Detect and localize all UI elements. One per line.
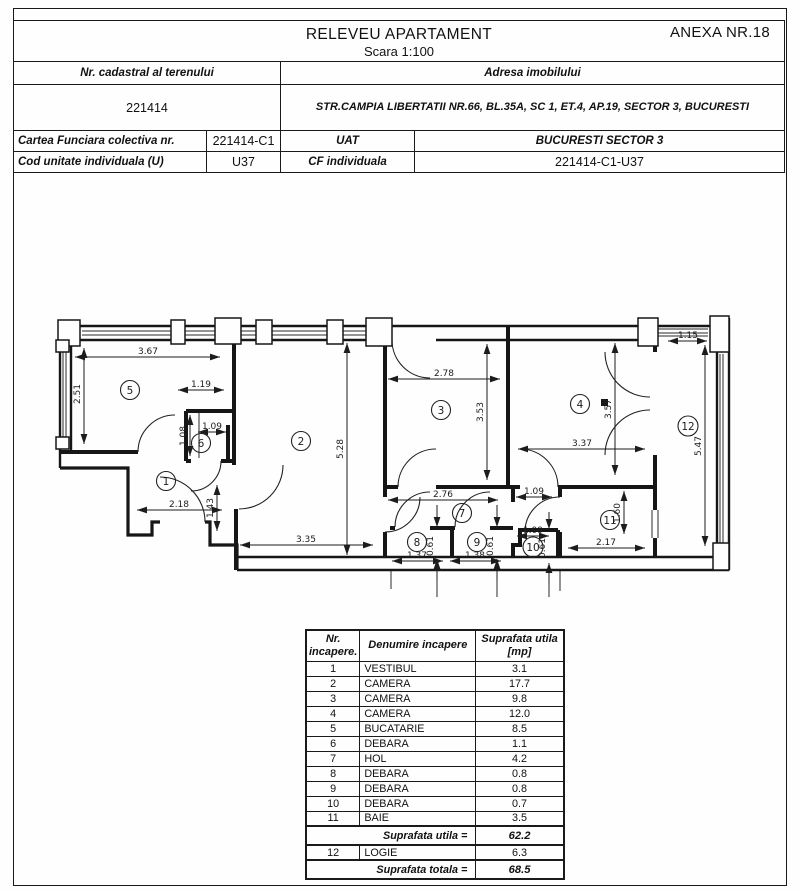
cell-area: 0.8 <box>476 766 564 781</box>
cf-individual-label: CF individuala <box>280 152 414 172</box>
table-row <box>306 676 564 691</box>
address-value: STR.CAMPIA LIBERTATII NR.66, BL.35A, SC 1, ET.4, AP.19, SECTOR 3, BUCURESTI <box>280 85 784 130</box>
cell-area: 12.0 <box>476 706 564 721</box>
unit-code-label: Cod unitate individuala (U) <box>18 156 164 168</box>
property-info-table <box>13 62 785 173</box>
scale-label: Scara 1:100 <box>363 44 435 59</box>
table-row <box>306 691 564 706</box>
room-number: 3 <box>437 405 445 417</box>
cell-name: BUCATARIE <box>360 721 476 736</box>
dim-label: 1.15 <box>677 331 699 341</box>
address-header: Adresa imobilului <box>280 62 784 84</box>
info-row-values <box>14 84 784 130</box>
room-number: 10 <box>526 542 540 554</box>
subtotal-value: 62.2 <box>476 826 564 845</box>
cf-collective-label: Cartea Funciara colectiva nr. <box>18 135 175 147</box>
dim-label: 1.09 <box>201 422 223 432</box>
room-number: 11 <box>603 515 617 527</box>
dim-label: 2.17 <box>595 538 617 548</box>
dimension-lines <box>75 341 707 585</box>
total-label: Suprafata totala = <box>306 860 476 879</box>
dim-label: 2.76 <box>432 490 454 500</box>
cell-nr: 4 <box>306 706 360 721</box>
dim-label: 0.61 <box>486 535 496 557</box>
cell-nr: 9 <box>306 781 360 796</box>
table-row <box>306 736 564 751</box>
cell-area: 0.8 <box>476 781 564 796</box>
cell-name: CAMERA <box>360 676 476 691</box>
uat-value: BUCURESTI SECTOR 3 <box>414 131 784 151</box>
cell-nr: 3 <box>306 691 360 706</box>
cell-area: 6.3 <box>476 845 564 860</box>
cf-individual-value: 221414-C1-U37 <box>414 152 784 172</box>
table-row <box>306 796 564 811</box>
room-number: 4 <box>576 399 584 411</box>
room-number: 12 <box>681 421 695 433</box>
table-row <box>306 721 564 736</box>
unit-code-value: U37 <box>206 152 280 172</box>
dim-label: 3.57 <box>604 398 614 420</box>
cell-name: CAMERA <box>360 691 476 706</box>
room-number: 6 <box>197 438 205 450</box>
cell-nr: 11 <box>306 811 360 826</box>
cell-name: DEBARA <box>360 766 476 781</box>
dim-label: 2.18 <box>168 500 190 510</box>
info-row-cf <box>14 130 784 151</box>
room-number: 1 <box>162 476 170 488</box>
cell-area: 3.1 <box>476 661 564 676</box>
cell-area: 0.7 <box>476 796 564 811</box>
exterior-walls <box>58 318 729 570</box>
cell-area: 8.5 <box>476 721 564 736</box>
table-row-logie <box>306 845 564 860</box>
table-row <box>306 781 564 796</box>
cell-nr: 8 <box>306 766 360 781</box>
dim-label: 3.67 <box>137 347 159 357</box>
dim-label: 3.53 <box>476 401 486 423</box>
cadastral-number-value: 221414 <box>126 100 168 115</box>
table-row <box>306 706 564 721</box>
cell-nr: 1 <box>306 661 360 676</box>
total-row <box>306 860 564 879</box>
room-number: 9 <box>473 537 481 549</box>
cell-nr: 10 <box>306 796 360 811</box>
anexa-label: ANEXA NR.18 <box>669 24 770 41</box>
cell-name: DEBARA <box>360 736 476 751</box>
cell-name: DEBARA <box>360 781 476 796</box>
dim-label: 1.19 <box>190 380 212 390</box>
room-areas-table <box>305 629 565 880</box>
areas-header-row <box>306 630 564 661</box>
dim-label: 2.51 <box>73 383 83 405</box>
cell-name: HOL <box>360 751 476 766</box>
cell-name: CAMERA <box>360 706 476 721</box>
dim-label: 1.43 <box>206 497 216 519</box>
cell-name: LOGIE <box>360 845 476 860</box>
cell-area: 4.2 <box>476 751 564 766</box>
cell-nr: 2 <box>306 676 360 691</box>
uat-label: UAT <box>280 131 414 151</box>
room-number: 2 <box>297 436 305 448</box>
room-number: 7 <box>458 508 466 520</box>
col-header-nr: Nr. incapere. <box>306 630 360 661</box>
cell-area: 1.1 <box>476 736 564 751</box>
cell-name: VESTIBUL <box>360 661 476 676</box>
room-number: 8 <box>413 537 421 549</box>
cf-collective-value: 221414-C1 <box>206 131 280 151</box>
cell-nr: 5 <box>306 721 360 736</box>
cell-area: 3.5 <box>476 811 564 826</box>
floor-plan <box>0 300 800 610</box>
dim-label: 1.09 <box>523 487 545 497</box>
room-number: 5 <box>126 385 134 397</box>
dim-label: 1.38 <box>464 551 486 561</box>
info-row-unit <box>14 151 784 172</box>
dim-label: 2.78 <box>433 369 455 379</box>
table-row <box>306 766 564 781</box>
dim-label: 3.35 <box>295 535 317 545</box>
table-row <box>306 751 564 766</box>
cell-nr: 6 <box>306 736 360 751</box>
total-value: 68.5 <box>476 860 564 879</box>
cell-name: BAIE <box>360 811 476 826</box>
dim-label: 0.61 <box>538 537 548 559</box>
subtotal-label: Suprafata utila = <box>306 826 476 845</box>
dim-label: 5.28 <box>336 438 346 460</box>
cell-area: 17.7 <box>476 676 564 691</box>
dim-label: 1.09 <box>522 526 544 536</box>
col-header-name: Denumire incapere <box>360 630 476 661</box>
dim-label: 1.60 <box>613 502 623 524</box>
page-title: RELEVEU APARTAMENT <box>305 26 493 43</box>
col-header-area: Suprafata utila [mp] <box>476 630 564 661</box>
dim-label: 1.08 <box>179 425 189 447</box>
dim-label: 3.37 <box>571 439 593 449</box>
dim-label: 1.37 <box>406 551 428 561</box>
cell-area: 9.8 <box>476 691 564 706</box>
table-row <box>306 661 564 676</box>
title-block <box>13 20 785 62</box>
subtotal-row <box>306 826 564 845</box>
cadastral-number-header: Nr. cadastral al terenului <box>80 67 214 79</box>
dim-label: 0.61 <box>426 535 436 557</box>
dim-label: 5.47 <box>694 435 704 457</box>
cell-name: DEBARA <box>360 796 476 811</box>
table-row <box>306 811 564 826</box>
info-row-headers <box>14 62 784 84</box>
cell-nr: 7 <box>306 751 360 766</box>
cell-nr: 12 <box>306 845 360 860</box>
